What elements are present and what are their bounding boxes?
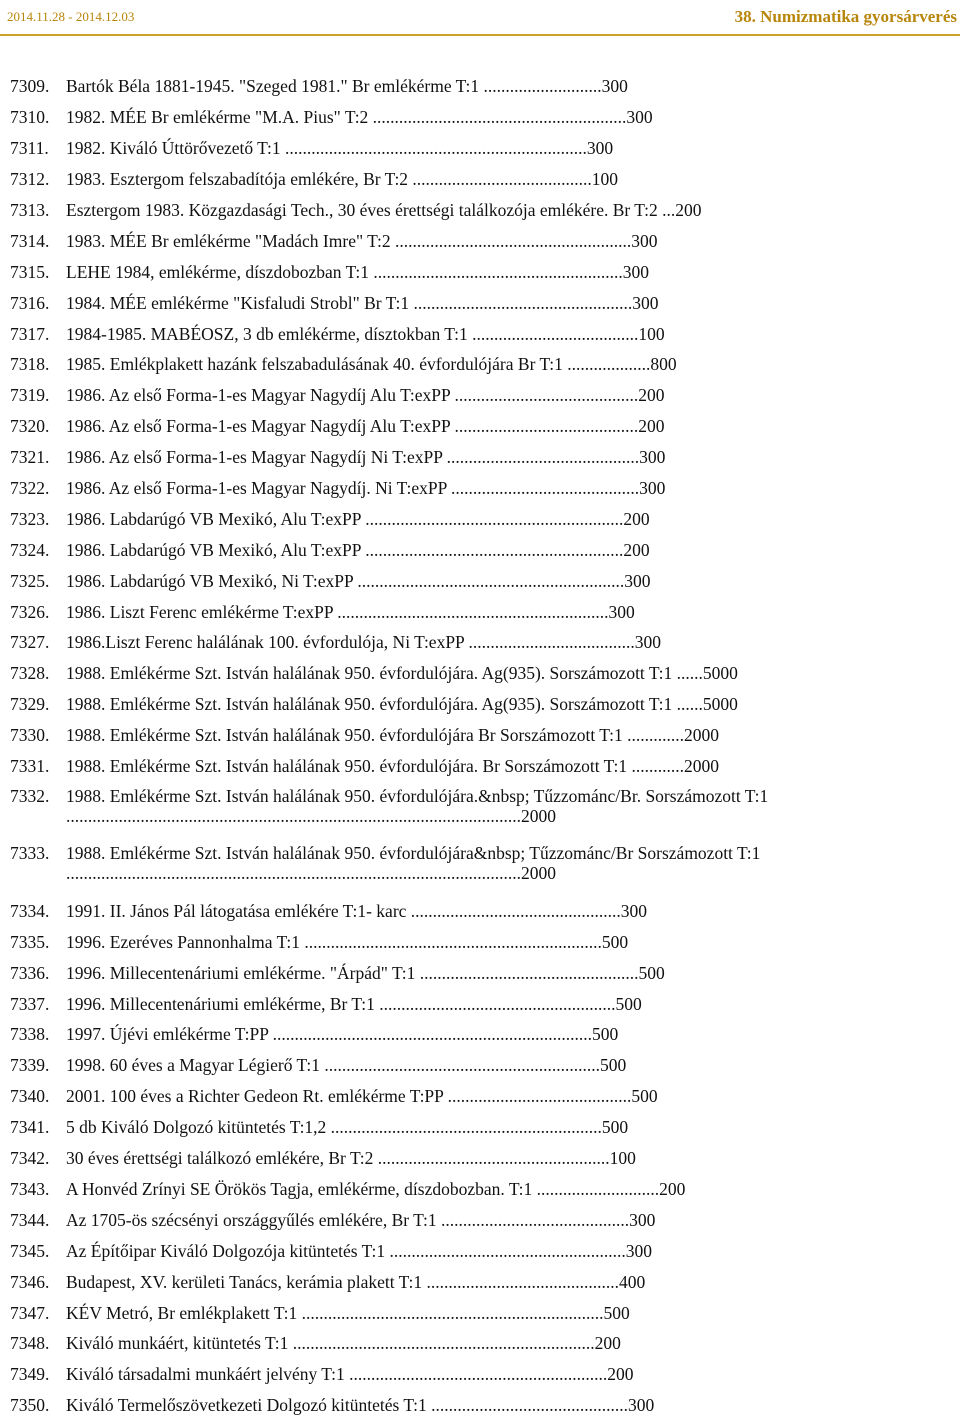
- lot-row: [0, 1235, 960, 1266]
- lot-description: Kiváló munkáért, kitüntetés T:1 .....................................................................200: [66, 1333, 621, 1354]
- lot-number: 7310.: [10, 107, 50, 128]
- lot-number: 7331.: [10, 756, 50, 777]
- lot-row: [0, 287, 960, 318]
- lot-description: 30 éves érettségi találkozó emlékére, Br T:2 .....................................................100: [66, 1148, 636, 1169]
- lot-number: 7336.: [10, 962, 50, 983]
- lot-row: [0, 1174, 960, 1205]
- lot-number: 7312.: [10, 169, 50, 190]
- lot-number: 7339.: [10, 1055, 50, 1076]
- lot-number: 7320.: [10, 416, 50, 437]
- lot-number: 7324.: [10, 539, 50, 560]
- lot-number: 7322.: [10, 478, 50, 499]
- lot-row: [0, 751, 960, 782]
- lot-description: 1982. MÉE Br emlékérme "M.A. Pius" T:2 ..........................................................300: [66, 107, 653, 128]
- lot-row: [0, 1081, 960, 1112]
- lot-number: 7337.: [10, 993, 50, 1014]
- lot-number: 7345.: [10, 1240, 50, 1261]
- lot-number: 7311.: [10, 138, 49, 159]
- lot-description: Az 1705-ös szécsényi országgyűlés emlékére, Br T:1 ...........................................300: [66, 1209, 656, 1230]
- lot-row: [0, 534, 960, 565]
- lot-row: [0, 256, 960, 287]
- lot-number: 7335.: [10, 931, 50, 952]
- lot-number: 7350.: [10, 1395, 50, 1416]
- lot-row: [0, 164, 960, 195]
- page-header: [0, 0, 960, 34]
- lot-number: 7318.: [10, 354, 50, 375]
- lot-number: 7333.: [10, 843, 50, 864]
- lot-row: [0, 71, 960, 102]
- lot-number: 7330.: [10, 725, 50, 746]
- lot-description: Esztergom 1983. Közgazdasági Tech., 30 éves érettségi találkozója emlékére. Br T:2 ...200: [66, 200, 702, 220]
- lot-number: 7314.: [10, 230, 50, 251]
- lot-row: [0, 195, 960, 226]
- lot-row: [0, 473, 960, 504]
- lot-description: 1986. Labdarúgó VB Mexikó, Alu T:exPP ...........................................................200: [66, 539, 650, 560]
- lot-description: A Honvéd Zrínyi SE Örökös Tagja, emlékérme, díszdobozban. T:1 ............................200: [66, 1178, 686, 1199]
- lot-number: 7321.: [10, 447, 50, 468]
- lot-row: [0, 1143, 960, 1174]
- lot-number: 7309.: [10, 76, 50, 97]
- lot-number: 7338.: [10, 1024, 50, 1045]
- lot-number: 7328.: [10, 663, 50, 684]
- lot-number: 7316.: [10, 292, 50, 313]
- lot-row: [0, 133, 960, 164]
- lot-description: 1984. MÉE emlékérme "Kisfaludi Strobl" Br T:1 ..................................................300: [66, 292, 659, 313]
- lot-description: Kiváló társadalmi munkáért jelvény T:1 ...........................................................200: [66, 1364, 634, 1385]
- lot-row: [0, 988, 960, 1019]
- lot-description: 1988. Emlékérme Szt. István halálának 950. évfordulójára. Ag(935). Sorszámozott T:1 ......5000: [66, 694, 738, 715]
- lot-number: 7348.: [10, 1333, 50, 1354]
- lot-number: 7346.: [10, 1271, 50, 1292]
- lot-row: [0, 565, 960, 596]
- lot-row: [0, 1328, 960, 1359]
- lot-row: [0, 1390, 960, 1421]
- lot-list: [0, 71, 960, 1421]
- lot-row: [0, 895, 960, 926]
- lot-number: 7349.: [10, 1364, 50, 1385]
- lot-number: 7325.: [10, 570, 50, 591]
- lot-row: [0, 689, 960, 720]
- header-divider: [0, 34, 960, 36]
- lot-description: 1984-1985. MABÉOSZ, 3 db emlékérme, dísztokban T:1 ......................................100: [66, 323, 665, 344]
- lot-number: 7327.: [10, 632, 50, 653]
- lot-row: [0, 596, 960, 627]
- lot-description: Budapest, XV. kerületi Tanács, kerámia plakett T:1 ............................................400: [66, 1271, 646, 1292]
- lot-description: KÉV Metró, Br emlékplakett T:1 .....................................................................500: [66, 1302, 630, 1323]
- auction-dates: 2014.11.28 - 2014.12.03: [7, 9, 135, 24]
- lot-description: Bartók Béla 1881-1945. "Szeged 1981." Br emlékérme T:1 ...........................300: [66, 76, 628, 97]
- lot-row: [0, 926, 960, 957]
- lot-description: 1986.Liszt Ferenc halálának 100. évfordulója, Ni T:exPP ......................................300: [66, 632, 662, 653]
- lot-row: [0, 411, 960, 442]
- lot-row: [0, 503, 960, 534]
- lot-number: 7326.: [10, 601, 50, 622]
- lot-number: 7342.: [10, 1148, 50, 1169]
- lot-row: [0, 1359, 960, 1390]
- lot-description: 2001. 100 éves a Richter Gedeon Rt. emlékérme T:PP ..........................................500: [66, 1086, 658, 1107]
- lot-row: [0, 380, 960, 411]
- lot-description: LEHE 1984, emlékérme, díszdobozban T:1 .........................................................300: [66, 261, 650, 282]
- lot-number: 7317.: [10, 323, 50, 344]
- lot-description: Az Építőipar Kiváló Dolgozója kitüntetés T:1 ......................................................300: [66, 1240, 652, 1261]
- lot-description: 1982. Kiváló Úttörővezető T:1 .....................................................................300: [66, 138, 614, 159]
- lot-row: [0, 957, 960, 988]
- lot-row: [0, 1050, 960, 1081]
- lot-description: 1996. Ezeréves Pannonhalma T:1 ....................................................................500: [66, 931, 629, 952]
- lot-description: 1986. Az első Forma-1-es Magyar Nagydíj. Ni T:exPP ...........................................300: [66, 478, 666, 499]
- lot-description: 1986. Az első Forma-1-es Magyar Nagydíj Alu T:exPP ..........................................200: [66, 385, 665, 406]
- lot-row: [0, 658, 960, 689]
- lot-description: 1988. Emlékérme Szt. István halálának 950. évfordulójára. Ag(935). Sorszámozott T:1 ......5000: [66, 663, 738, 684]
- lot-row: [0, 1019, 960, 1050]
- lot-description: 1983. MÉE Br emlékérme "Madách Imre" T:2 ......................................................300: [66, 230, 658, 251]
- lot-number: 7329.: [10, 694, 50, 715]
- lot-description: 1988. Emlékérme Szt. István halálának 950. évfordulójára&nbsp; Tűzzománc/Br Sorszámozott T:1 ........................................................................................................2000: [66, 843, 761, 884]
- lot-number: 7319.: [10, 385, 50, 406]
- lot-description: 1986. Az első Forma-1-es Magyar Nagydíj Ni T:exPP ............................................300: [66, 447, 666, 468]
- lot-number: 7347.: [10, 1302, 50, 1323]
- lot-description: 1988. Emlékérme Szt. István halálának 950. évfordulójára. Br Sorszámozott T:1 ............2000: [66, 756, 719, 777]
- lot-row: [0, 781, 960, 838]
- lot-row: [0, 349, 960, 380]
- lot-number: 7341.: [10, 1117, 50, 1138]
- lot-description: 5 db Kiváló Dolgozó kitüntetés T:1,2 ..............................................................500: [66, 1117, 629, 1138]
- lot-row: [0, 1297, 960, 1328]
- lot-description: 1988. Emlékérme Szt. István halálának 950. évfordulójára.&nbsp; Tűzzománc/Br. Sorszámozott T:1 ........................................................................................................2000: [66, 786, 769, 827]
- lot-description: 1997. Újévi emlékérme T:PP .........................................................................500: [66, 1024, 619, 1045]
- lot-number: 7344.: [10, 1209, 50, 1230]
- lot-row: [0, 627, 960, 658]
- lot-row: [0, 102, 960, 133]
- lot-row: [0, 318, 960, 349]
- lot-description: 1996. Millecentenáriumi emlékérme, Br T:1 ......................................................500: [66, 993, 642, 1014]
- lot-row: [0, 1204, 960, 1235]
- auction-title: 38. Numizmatika gyorsárverés: [734, 7, 957, 26]
- lot-row: [0, 225, 960, 256]
- lot-row: [0, 1266, 960, 1297]
- lot-number: 7323.: [10, 508, 50, 529]
- lot-description: 1986. Labdarúgó VB Mexikó, Ni T:exPP .............................................................300: [66, 570, 651, 591]
- lot-description: 1998. 60 éves a Magyar Légierő T:1 ...............................................................500: [66, 1055, 627, 1076]
- lot-row: [0, 720, 960, 751]
- lot-number: 7332.: [10, 786, 50, 807]
- lot-row: [0, 442, 960, 473]
- lot-row: [0, 1112, 960, 1143]
- lot-description: 1996. Millecentenáriumi emlékérme. "Árpád" T:1 ..................................................500: [66, 962, 665, 983]
- lot-description: 1986. Labdarúgó VB Mexikó, Alu T:exPP ...........................................................200: [66, 508, 650, 529]
- lot-number: 7334.: [10, 900, 50, 921]
- lot-description: 1986. Az első Forma-1-es Magyar Nagydíj Alu T:exPP ..........................................200: [66, 416, 665, 437]
- lot-description: 1991. II. János Pál látogatása emlékére T:1- karc ................................................300: [66, 900, 648, 921]
- lot-description: 1988. Emlékérme Szt. István halálának 950. évfordulójára Br Sorszámozott T:1 .............2000: [66, 725, 719, 746]
- lot-description: 1985. Emlékplakett hazánk felszabadulásának 40. évfordulójára Br T:1 ...................800: [66, 354, 677, 375]
- lot-number: 7315.: [10, 261, 50, 282]
- lot-number: 7313.: [10, 200, 50, 220]
- lot-description: Kiváló Termelőszövetkezeti Dolgozó kitüntetés T:1 .............................................300: [66, 1395, 655, 1416]
- lot-number: 7340.: [10, 1086, 50, 1107]
- lot-row: [0, 838, 960, 895]
- lot-description: 1986. Liszt Ferenc emlékérme T:exPP ..............................................................300: [66, 601, 635, 622]
- lot-description: 1983. Esztergom felszabadítója emlékére, Br T:2 .........................................100: [66, 169, 619, 190]
- lot-number: 7343.: [10, 1178, 50, 1199]
